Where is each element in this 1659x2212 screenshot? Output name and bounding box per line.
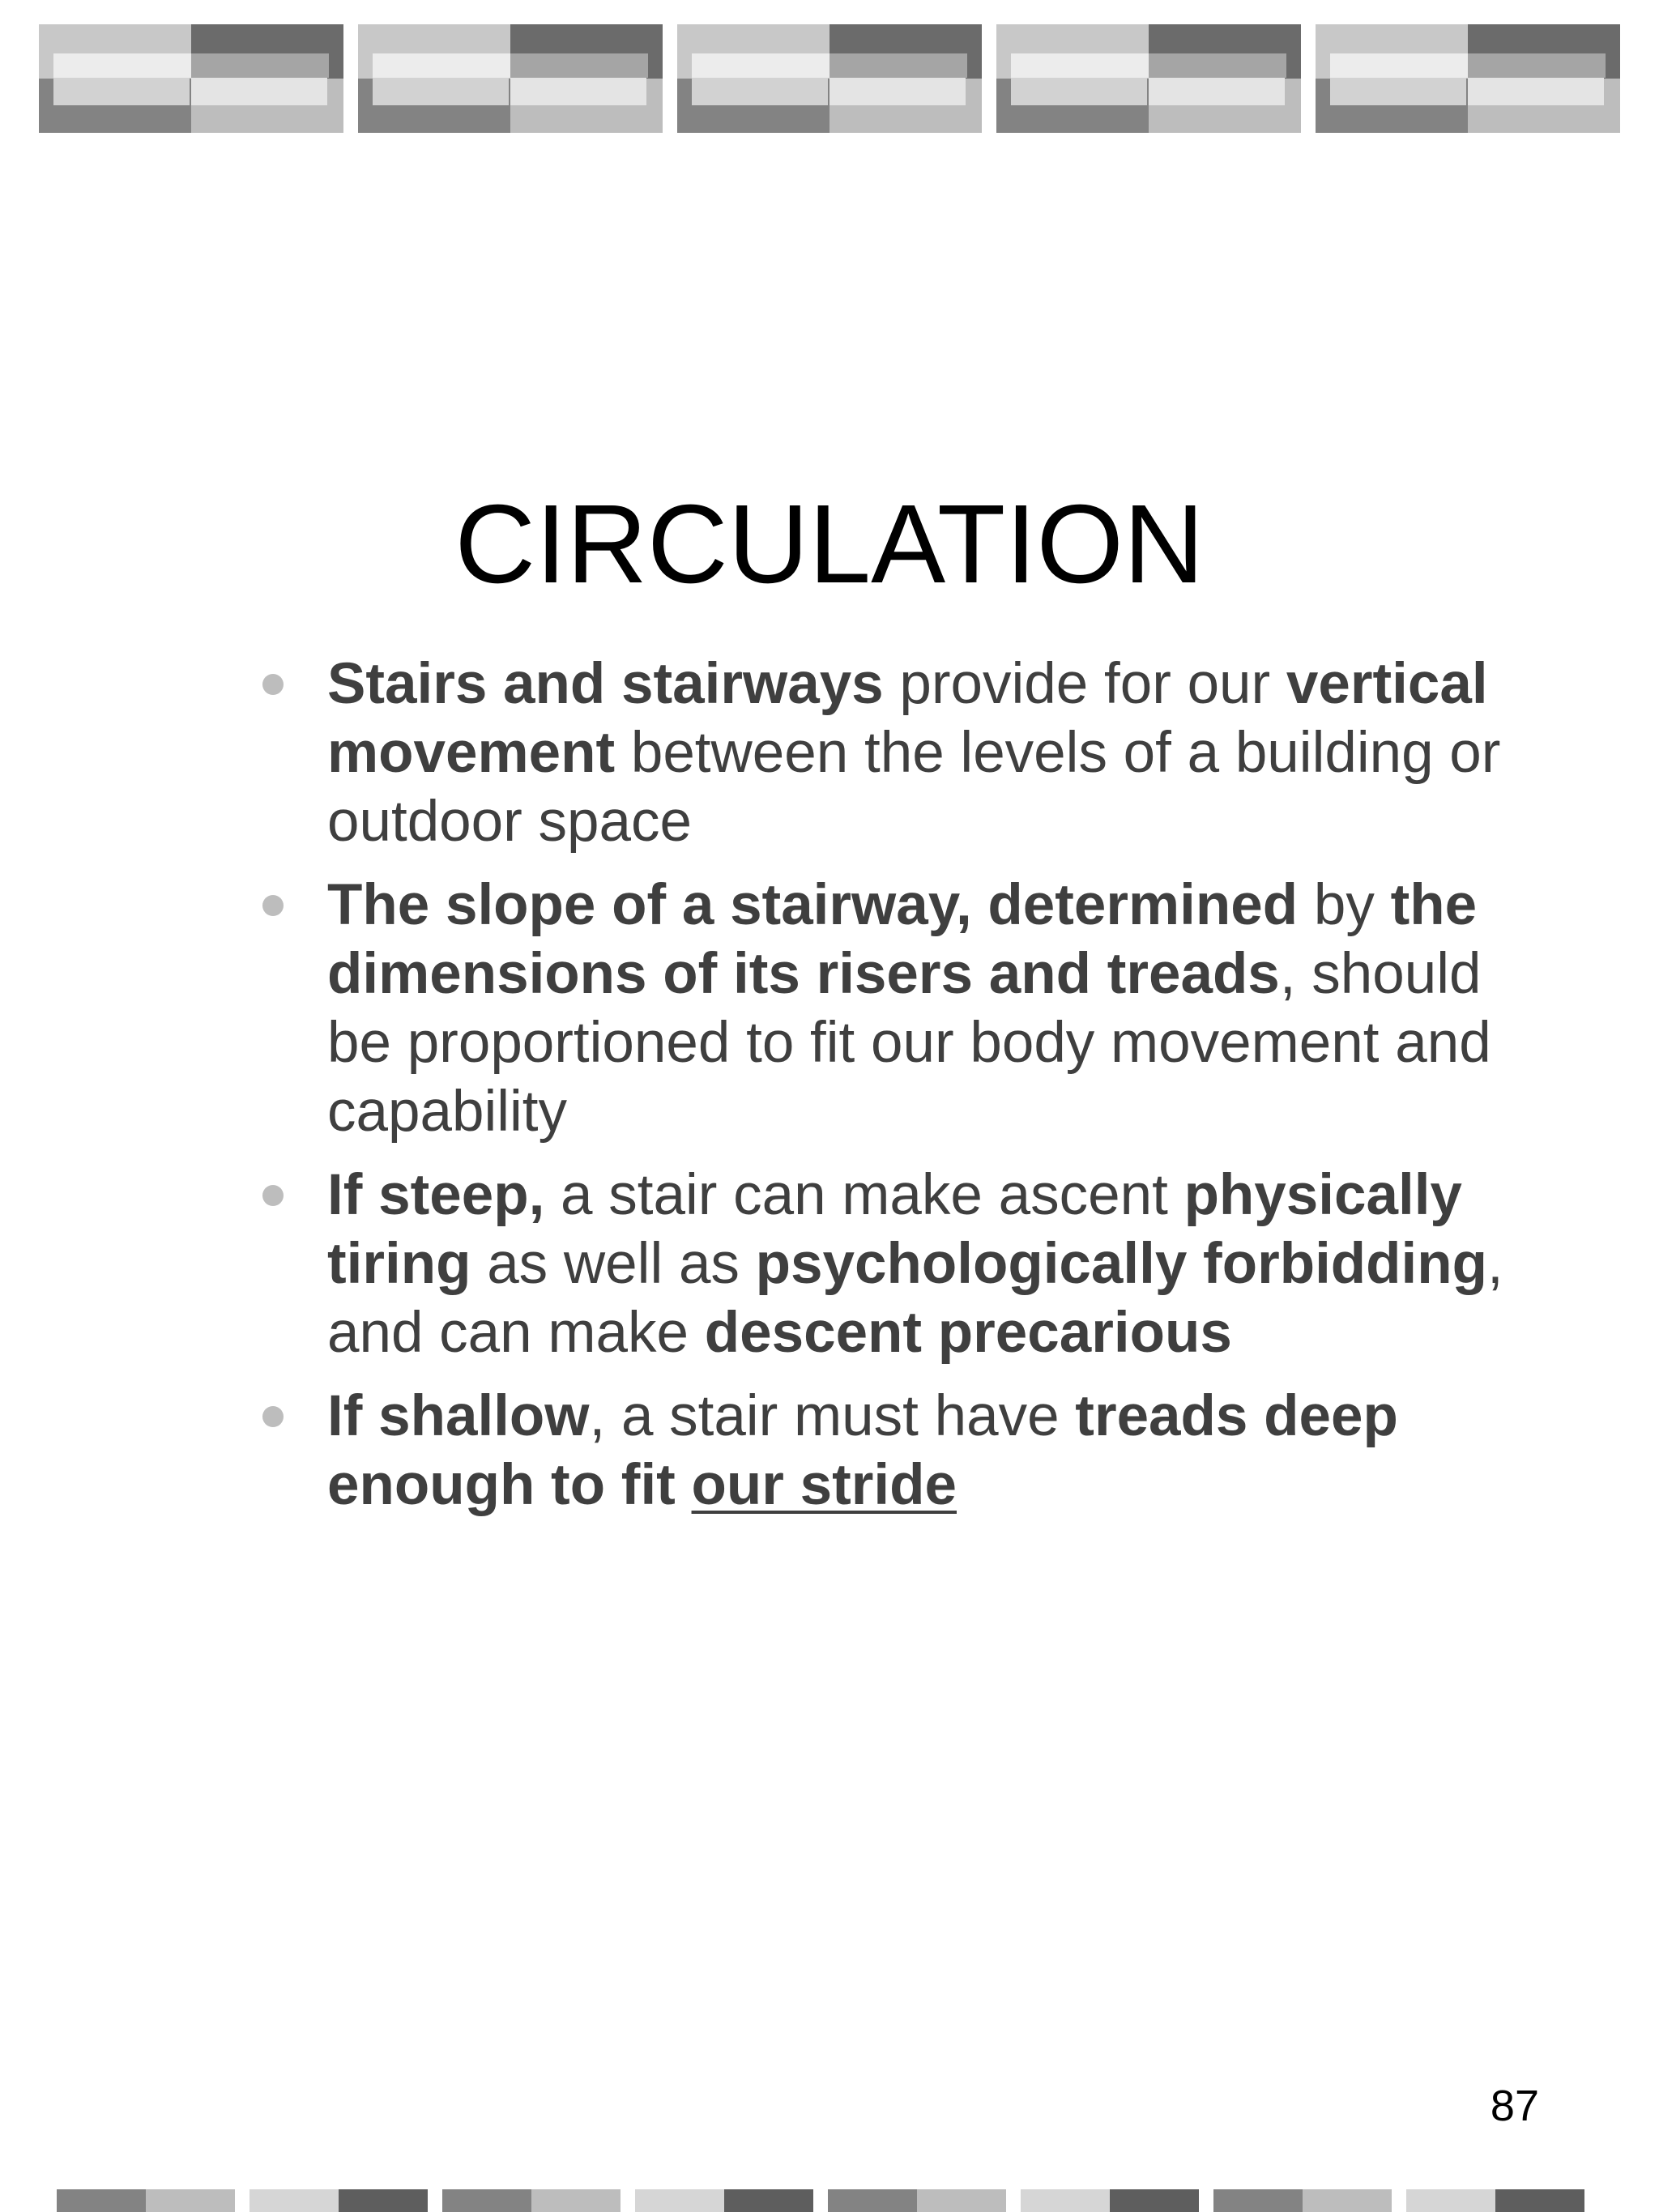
decorative-block — [996, 24, 1301, 133]
bullet-list — [259, 650, 1523, 1534]
bullet-item — [259, 1382, 1523, 1519]
bullet-text-bold: the dimensions of its risers and treads — [327, 873, 1478, 1006]
bullet-text-bold: treads deep enough to fit — [327, 1384, 1398, 1517]
bullet-item — [259, 1161, 1523, 1367]
bullet-dot-icon — [262, 1185, 284, 1206]
page-number: 87 — [1490, 2082, 1539, 2130]
bullet-text-bold: vertical movement — [327, 652, 1488, 785]
bullet-item — [259, 871, 1523, 1146]
bullet-text: , and can make — [327, 1232, 1503, 1365]
decorative-block — [677, 24, 982, 133]
bullet-text-bold: If steep, — [327, 1163, 545, 1227]
bullet-text-bold: psychologically forbidding — [755, 1232, 1487, 1296]
decorative-block — [358, 24, 663, 133]
bullet-text: , a stair must have — [589, 1384, 1076, 1448]
bullet-text: by — [1298, 873, 1391, 937]
bullet-text: a stair can make ascent — [544, 1163, 1184, 1227]
bullet-text: provide for our — [883, 652, 1286, 716]
bullet-text-bold: Stairs and stairways — [327, 652, 884, 716]
bullet-item — [259, 650, 1523, 856]
bullet-text-bold: physically tiring — [327, 1163, 1462, 1296]
bottom-decorative-band — [0, 2189, 1659, 2212]
bullet-text-underlined: our stride — [691, 1453, 957, 1517]
bullet-dot-icon — [262, 1406, 284, 1427]
bullet-text-bold — [692, 1453, 957, 1517]
page-title: CIRCULATION — [454, 482, 1205, 607]
bullet-text-bold: If shallow — [327, 1384, 590, 1448]
bullet-text: as well as — [471, 1232, 756, 1296]
decorative-block — [1316, 24, 1620, 133]
bullet-dot-icon — [262, 674, 284, 695]
bullet-text: between the levels of a building or outdoor space — [327, 721, 1501, 854]
decorative-block — [39, 24, 343, 133]
bullet-text-bold: descent precarious — [704, 1301, 1232, 1365]
top-decorative-band — [0, 0, 1659, 138]
bullet-text-bold: The slope of a stairway, determined — [327, 873, 1299, 937]
bullet-text: , should be proportioned to fit our body movement and capability — [327, 942, 1491, 1144]
bullet-dot-icon — [262, 895, 284, 916]
